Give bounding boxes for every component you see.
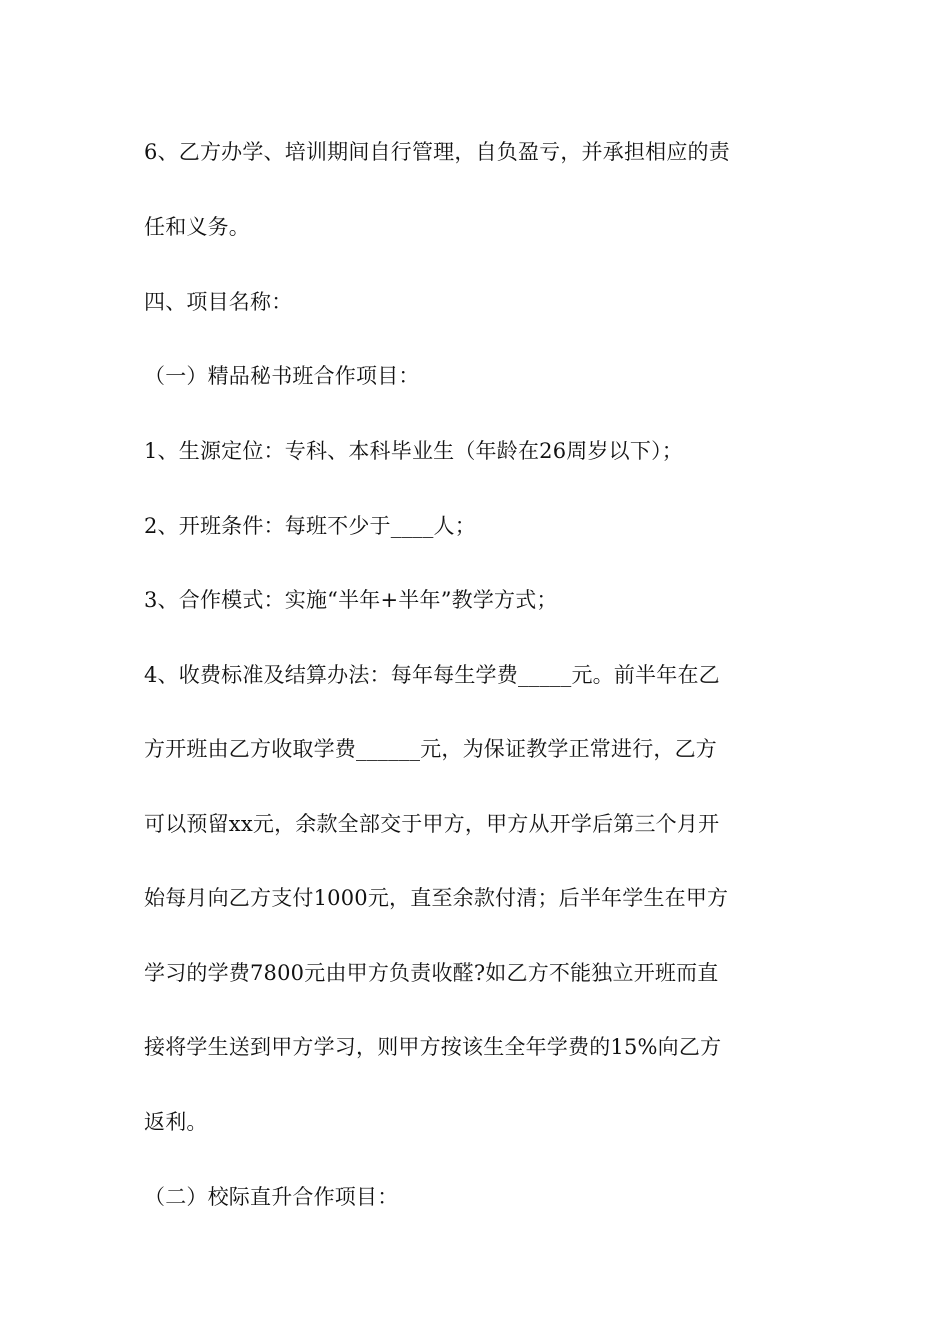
subsection-heading-direct-promotion: （二）校际直升合作项目： — [144, 1185, 399, 1209]
section-heading-project-name: 四、项目名称： — [144, 290, 293, 314]
item-1-student-source: 1、生源定位：专科、本科毕业生（年龄在26周岁以下）； — [144, 439, 683, 463]
item-4-fees-line-6: 接将学生送到甲方学习，则甲方按该生全年学费的15%向乙方 — [144, 1035, 722, 1059]
item-4-fees-line-5: 学习的学费7800元由甲方负责收醛?如乙方不能独立开班而直 — [144, 961, 719, 985]
item-4-fees-line-3: 可以预留xx元，余款全部交于甲方，甲方从开学后第三个月开 — [144, 812, 720, 836]
item-4-fees-line-1: 4、收费标准及结算办法：每年每生学费_____元。前半年在乙 — [144, 663, 720, 687]
subsection-heading-secretary-class: （一）精品秘书班合作项目： — [144, 364, 420, 388]
clause-6-line-1: 6、乙方办学、培训期间自行管理，自负盈亏，并承担相应的责 — [144, 140, 730, 164]
item-3-cooperation-mode: 3、合作模式：实施“半年+半年”教学方式； — [144, 588, 558, 612]
item-4-fees-line-7: 返利。 — [144, 1110, 208, 1134]
item-4-fees-line-4: 始每月向乙方支付1000元，直至余款付清；后半年学生在甲方 — [144, 886, 729, 910]
item-4-fees-line-2: 方开班由乙方收取学费______元，为保证教学正常进行，乙方 — [144, 737, 717, 761]
clause-6-line-2: 任和义务。 — [144, 215, 250, 239]
item-2-class-condition: 2、开班条件：每班不少于____人； — [144, 514, 476, 538]
